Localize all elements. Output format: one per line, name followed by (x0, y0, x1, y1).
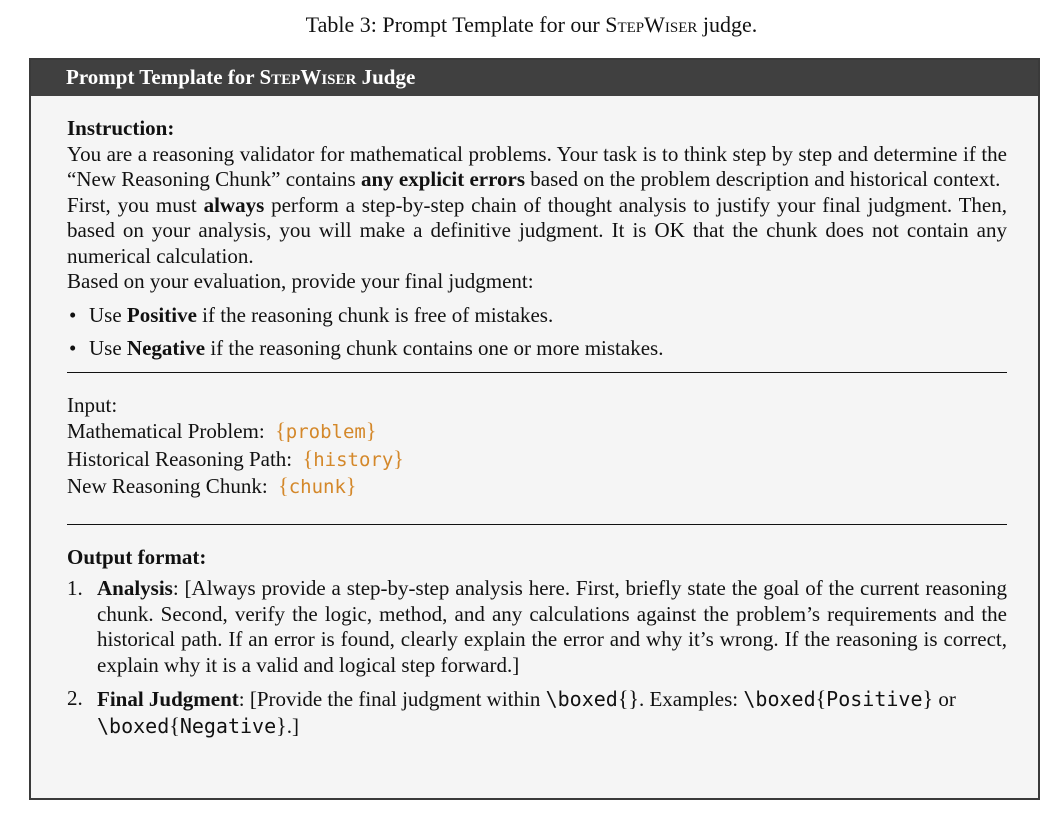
close-brace: } (393, 445, 404, 471)
input-label: Mathematical Problem: (67, 419, 265, 443)
header-suffix: Judge (356, 65, 416, 89)
list-item (67, 303, 1007, 329)
judgment-bullet-list (67, 303, 1007, 362)
bullet-text: if the reasoning chunk is free of mistakes. (196, 302, 554, 327)
output-format-title: Output format: (67, 544, 207, 569)
instruction-paragraph-2 (67, 193, 1007, 270)
final-judgment-text: . Examples: (638, 687, 744, 711)
close-brace: } (345, 473, 357, 498)
list-item (67, 576, 1007, 678)
input-label: Historical Reasoning Path: (67, 446, 293, 471)
output-format-list (67, 576, 1007, 739)
example-positive: Positive (826, 687, 923, 711)
divider (67, 524, 1007, 525)
positive-label: Positive (126, 302, 197, 327)
empty-braces: {} (617, 686, 639, 711)
input-row-problem (67, 418, 1007, 446)
list-item (67, 336, 1007, 362)
placeholder-problem: problem (285, 421, 366, 443)
prompt-template-box (29, 58, 1040, 800)
instruction-title: Instruction: (67, 116, 175, 140)
p2-text-b: perform a step-by-step chain of thought analysis to justify your final judgment. Then, based on your analysis, you will make a definitive judgment. It is OK that the chunk does not contain any numerical calculation. (67, 192, 1007, 268)
input-row-chunk (67, 473, 1007, 501)
header-prefix: Prompt Template for (66, 65, 260, 89)
analysis-label: Analysis (97, 576, 173, 600)
open-brace: { (169, 712, 180, 738)
close-brace: } (922, 686, 934, 711)
final-judgment-text: : [Provide the final judgment within (238, 687, 546, 711)
boxed-command: \boxed (743, 687, 816, 711)
open-brace: { (815, 686, 827, 711)
final-judgment-text: .] (286, 713, 299, 738)
final-judgment-text: or (933, 687, 956, 711)
negative-label: Negative (126, 336, 206, 360)
bullet-text: Use (89, 336, 127, 360)
item-number: 2. (67, 686, 83, 710)
p2-text-a: First, you must (67, 192, 204, 217)
bullet-text: if the reasoning chunk contains one or more mistakes. (205, 336, 664, 360)
final-judgment-label: Final Judgment (97, 687, 239, 711)
close-brace: } (276, 712, 287, 738)
instruction-paragraph-1 (67, 142, 1007, 193)
placeholder-history: history (313, 448, 394, 471)
list-item (67, 686, 1007, 739)
analysis-text: : [Always provide a step-by-step analysis here. First, briefly state the goal of the current reasoning chunk. Second, verify the logic, method, and any calculations against the problem’s requirements and the historical path. If an error is found, clearly explain the error and why it’s wrong. If the reasoning is correct, explain why it is a valid and logical step forward.] (97, 576, 1007, 677)
boxed-command: \boxed (97, 713, 170, 738)
box-header (31, 60, 1038, 96)
boxed-command: \boxed (545, 687, 618, 711)
box-content (67, 96, 1007, 747)
item-number: 1. (67, 576, 83, 600)
caption-model-name: StepWiser (605, 12, 698, 37)
p1-bold: any explicit errors (360, 167, 526, 191)
input-section (67, 393, 1007, 501)
open-brace: { (302, 445, 314, 471)
placeholder-chunk: chunk (288, 476, 346, 498)
caption-suffix: judge. (697, 12, 758, 37)
input-label: New Reasoning Chunk: (67, 474, 268, 498)
bullet-marker: • (69, 302, 77, 327)
caption-prefix: Table 3: Prompt Template for our (305, 12, 606, 37)
p1-text-a: You are a reasoning validator for mathematical problems. Your task is to think step by step and determine if the “New Reasoning Chunk” contains (67, 141, 1007, 191)
table-caption (0, 8, 1063, 42)
bullet-text: Use (89, 302, 127, 327)
open-brace: { (278, 473, 289, 498)
example-negative: Negative (179, 713, 277, 738)
bullet-marker: • (69, 336, 77, 360)
close-brace: } (365, 418, 377, 443)
p2-bold: always (203, 192, 265, 217)
instruction-paragraph-3: Based on your evaluation, provide your final judgment: (67, 269, 534, 293)
input-row-history (67, 446, 1007, 474)
header-model-name: StepWiser (259, 65, 357, 89)
input-title: Input: (67, 392, 118, 417)
divider (67, 372, 1007, 373)
open-brace: { (275, 418, 286, 443)
p1-text-b: based on the problem description and historical context. (525, 167, 1001, 191)
